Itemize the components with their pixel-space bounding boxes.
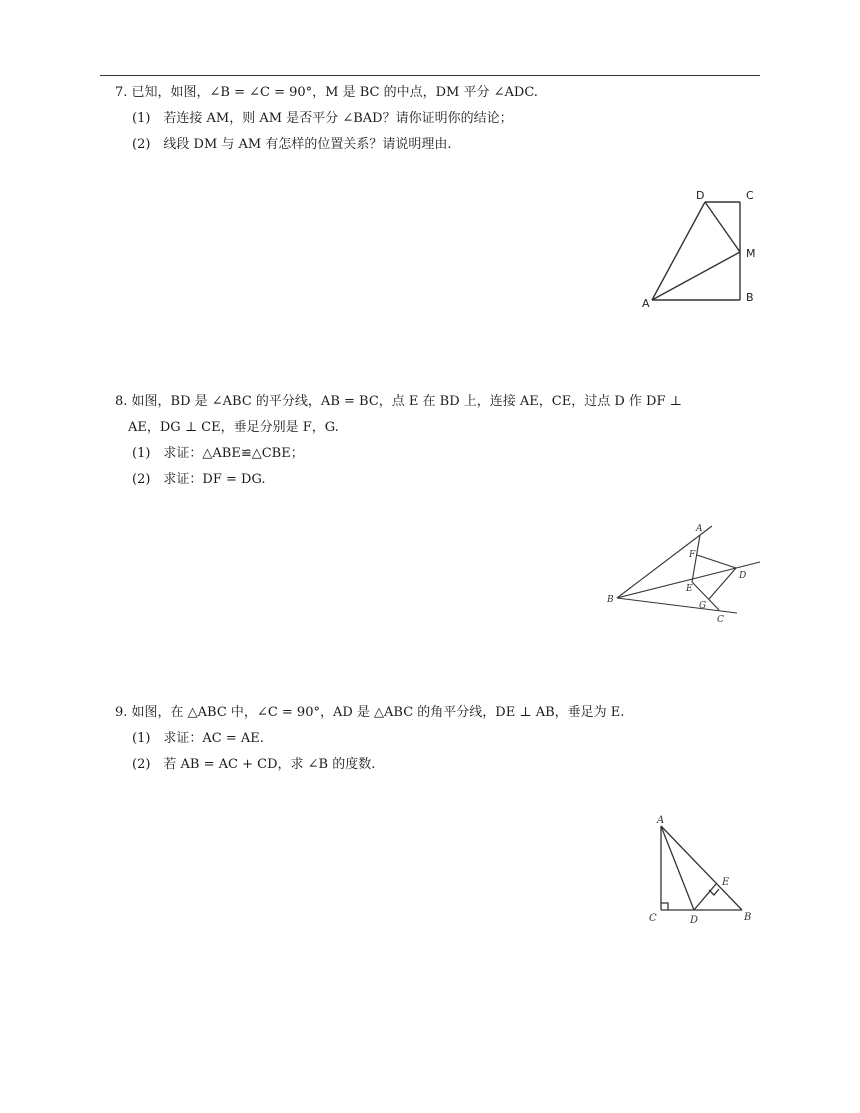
label-b: B xyxy=(607,595,614,605)
problem-8-part-2: (2) 求证：DF = DG. xyxy=(132,472,266,487)
label-m: M xyxy=(746,247,756,260)
label-d: D xyxy=(690,915,699,926)
label-d: D xyxy=(739,571,747,581)
segment-de xyxy=(694,884,716,910)
label-c: C xyxy=(746,189,754,202)
label-a: A xyxy=(657,815,665,826)
label-c: C xyxy=(717,615,724,625)
problem-9-stem: 9. 如图，在 △ABC 中，∠C = 90°，AD 是 △ABC 的角平分线，DE ⊥ AB，垂足为 E. xyxy=(115,705,625,720)
label-e: E xyxy=(722,877,730,888)
problem-8-figure xyxy=(600,518,770,628)
problem-7-part-2: (2) 线段 DM 与 AM 有怎样的位置关系？请说明理由. xyxy=(132,137,452,152)
problem-8-part-1: (1) 求证：△ABE≌△CBE； xyxy=(132,446,304,461)
label-g: G xyxy=(699,601,707,611)
problem-8-stem: 8. 如图，BD 是 ∠ABC 的平分线，AB = BC，点 E 在 BD 上，连接 AE，CE，过点 D 作 DF ⊥ xyxy=(115,394,682,409)
problem-9-part-1: (1) 求证：AC = AE. xyxy=(132,731,264,746)
segment-ad xyxy=(661,826,694,910)
label-f: F xyxy=(689,550,696,560)
label-a: A xyxy=(642,297,650,310)
problem-7-part-1: (1) 若连接 AM，则 AM 是否平分 ∠BAD？请你证明你的结论； xyxy=(132,111,513,126)
label-b: B xyxy=(744,912,752,923)
segment-dg xyxy=(709,568,736,599)
problem-7-stem: 7. 已知，如图，∠B = ∠C = 90°，M 是 BC 的中点，DM 平分 ∠ADC. xyxy=(115,85,538,100)
label-b: B xyxy=(746,291,754,304)
problem-7-figure xyxy=(630,180,770,315)
segment-df xyxy=(697,555,736,568)
label-d: D xyxy=(696,189,705,202)
top-rule xyxy=(100,75,760,76)
label-c: C xyxy=(649,913,657,924)
ray-bc xyxy=(617,598,737,613)
label-a: A xyxy=(696,524,703,534)
segment-ab xyxy=(661,826,742,910)
problem-8-stem-cont: AE，DG ⊥ CE，垂足分别是 F，G. xyxy=(128,420,339,435)
problem-9-part-2: (2) 若 AB = AC + CD，求 ∠B 的度数. xyxy=(132,757,376,772)
right-angle-c xyxy=(661,903,668,910)
segment-dm xyxy=(705,202,740,252)
label-e: E xyxy=(686,584,693,594)
problem-9-figure xyxy=(640,808,765,933)
